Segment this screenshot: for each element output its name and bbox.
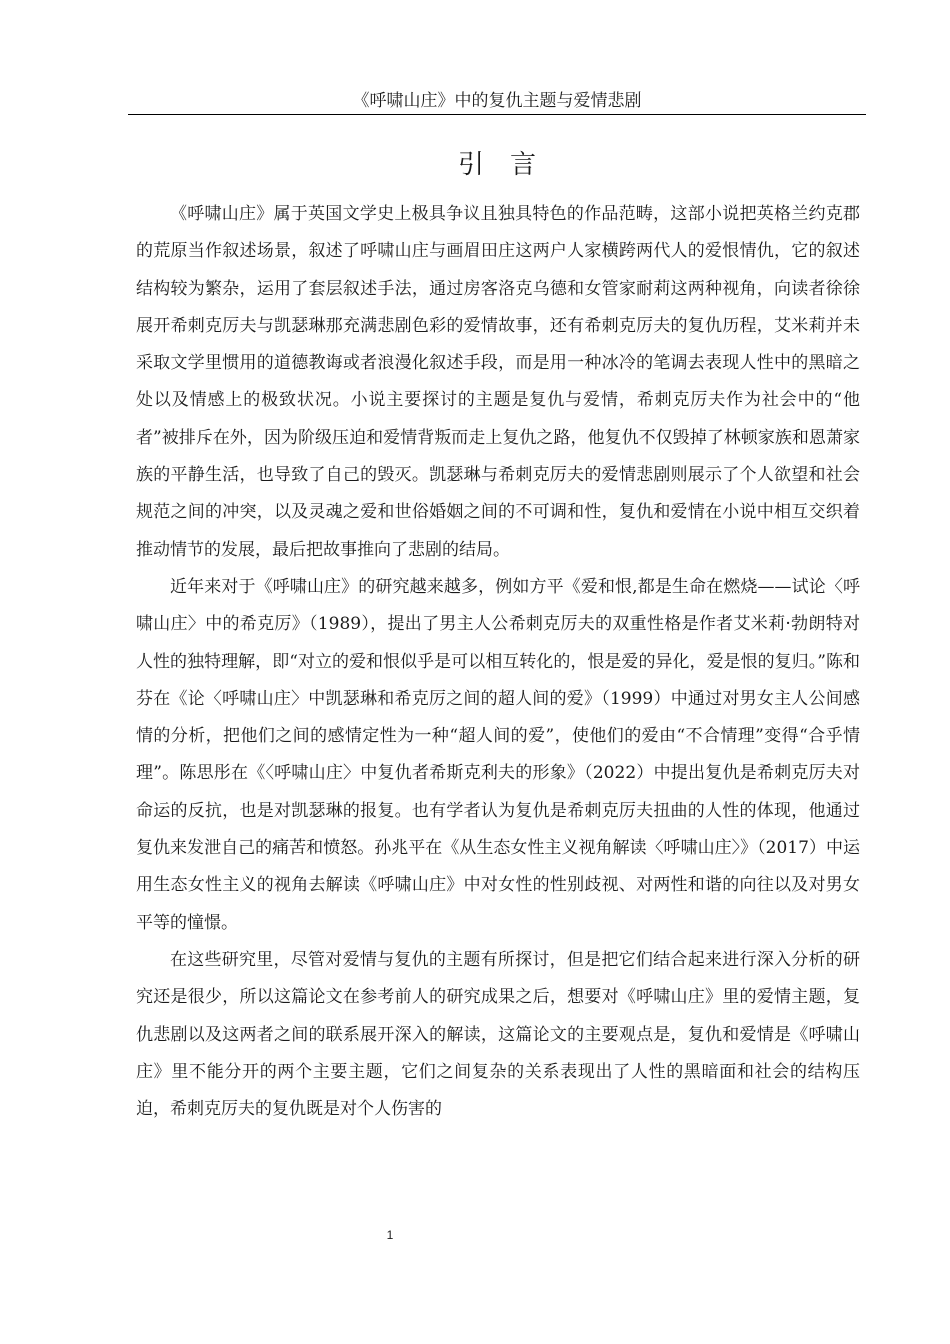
paragraph-1: 《呼啸山庄》属于英国文学史上极具争议且独具特色的作品范畴，这部小说把英格兰约克郡的荒原当作叙述场景，叙述了呼啸山庄与画眉田庄这两户人家横跨两代人的爱恨情仇，它的叙述结构较为繁杂，运用了套层叙述手法，通过房客洛克乌德和女管家耐莉这两种视角，向读者徐徐展开希刺克厉夫与凯瑟琳那充满悲剧色彩的爱情故事，还有希刺克厉夫的复仇历程，艾米莉并未采取文学里惯用的道德教诲或者浪漫化叙述手段，而是用一种冰冷的笔调去表现人性中的黑暗之处以及情感上的极致状况。小说主要探讨的主题是复仇与爱情，希刺克厉夫作为社会中的“他者”被排斥在外，因为阶级压迫和爱情背叛而走上复仇之路，他复仇不仅毁掉了林顿家族和恩萧家族的平静生活，也导致了自己的毁灭。凯瑟琳与希刺克厉夫的爱情悲剧则展示了个人欲望和社会规范之间的冲突，以及灵魂之爱和世俗婚姻之间的不可调和性，复仇和爱情在小说中相互交织着推动情节的发展，最后把故事推向了悲剧的结局。 [136,204,860,560]
section-heading: 引言 [457,150,562,180]
header-rule [128,114,866,115]
page-number: 1 [386,1228,394,1242]
running-header: 《呼啸山庄》中的复仇主题与爱情悲剧 [352,91,642,111]
paragraph-3: 在这些研究里，尽管对爱情与复仇的主题有所探讨，但是把它们结合起来进行深入分析的研究还是很少，所以这篇论文在参考前人的研究成果之后，想要对《呼啸山庄》里的爱情主题，复仇悲剧以及这两者之间的联系展开深入的解读，这篇论文的主要观点是，复仇和爱情是《呼啸山庄》里不能分开的两个主要主题，它们之间复杂的关系表现出了人性的黑暗面和社会的结构压迫，希刺克厉夫的复仇既是对个人伤害的 [136,949,860,1120]
body-text [136,196,860,1128]
paragraph-2: 近年来对于《呼啸山庄》的研究越来越多，例如方平《爱和恨,都是生命在燃烧——试论〈呼啸山庄〉中的希克厉》（1989），提出了男主人公希刺克厉夫的双重性格是作者艾米莉·勃朗特对人性的独特理解，即“对立的爱和恨似乎是可以相互转化的，恨是爱的异化，爱是恨的复归。”陈和芬在《论〈呼啸山庄〉中凯瑟琳和希克厉之间的超人间的爱》（1999）中通过对男女主人公间感情的分析，把他们之间的感情定性为一种“超人间的爱”，使他们的爱由“不合情理”变得“合乎情理”。陈思彤在《〈呼啸山庄〉中复仇者希斯克利夫的形象》（2022）中提出复仇是希刺克厉夫对命运的反抗，也是对凯瑟琳的报复。也有学者认为复仇是希刺克厉夫扭曲的人性的体现，他通过复仇来发泄自己的痛苦和愤怒。孙兆平在《从生态女性主义视角解读〈呼啸山庄〉》（2017）中运用生态女性主义的视角去解读《呼啸山庄》中对女性的性别歧视、对两性和谐的向往以及对男女平等的憧憬。 [136,576,860,933]
